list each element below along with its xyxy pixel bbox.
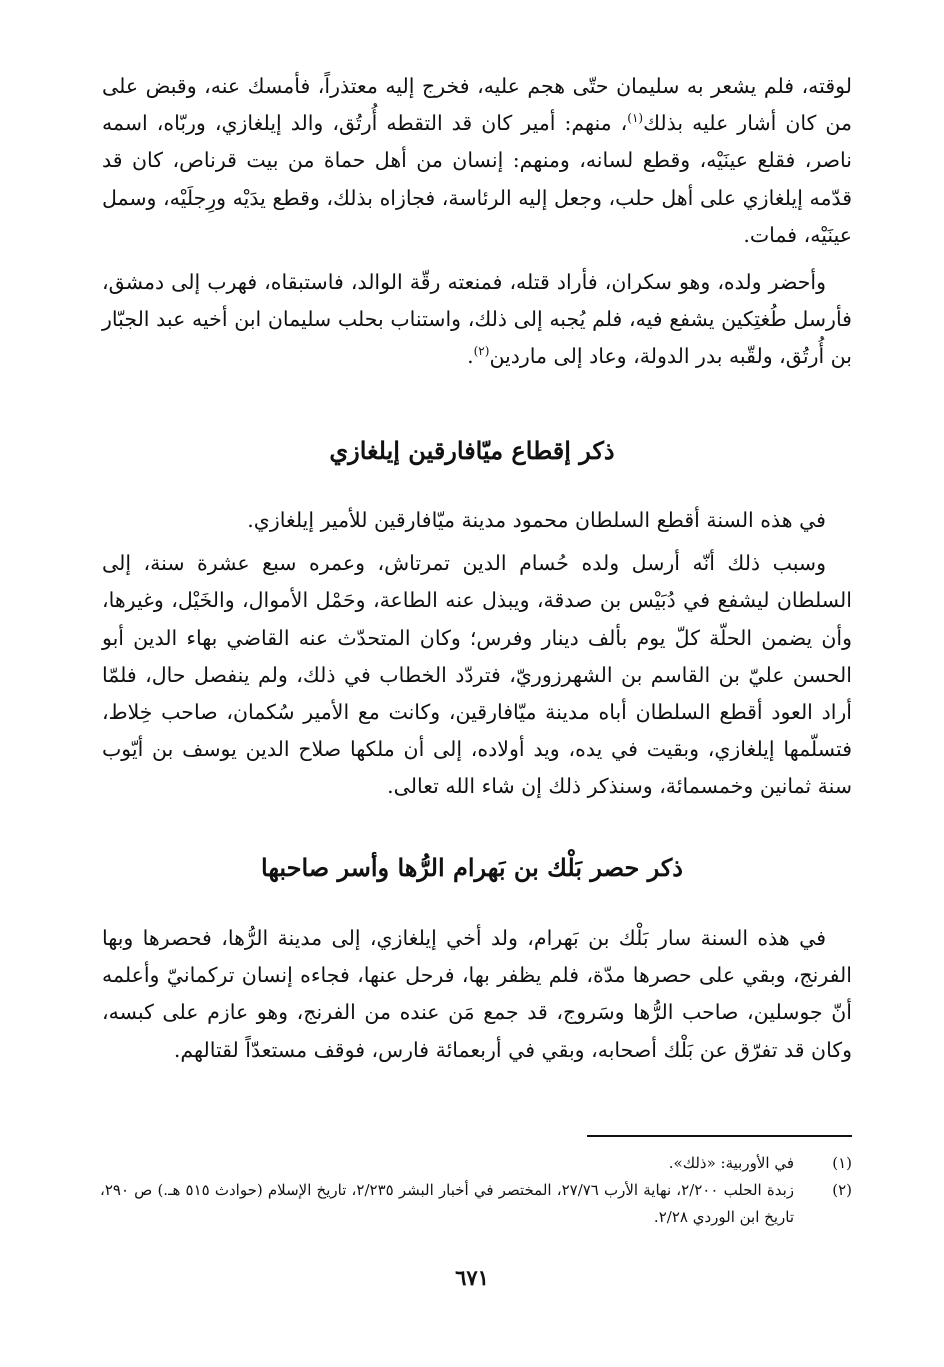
paragraph: وأحضر ولده، وهو سكران، فأراد قتله، فمنعته رقّة الوالد، فاستبقاه، فهرب إلى دمشق، فأرسل طُغتِكين يشفع فيه، فلم يُجبه إلى ذلك، واستناب بحلب سليمان ابن أخيه عبد الجبّار بن أُرتُق، ولقّبه بدر الدولة، وعاد إلى ماردين$^{(٢)}$. xyxy=(102,270,852,369)
footnote xyxy=(100,1177,852,1231)
footnote-text: زبدة الحلب ٢/٢٠٠، نهاية الأرب ٢٧/٧٦، المختصر في أخبار البشر ٢/٢٣٥، تاريخ الإسلام (حوادث ٥١٥ هـ.) ص ٢٩٠، تاريخ ابن الوردي ٢/٢٨. xyxy=(100,1181,794,1226)
section-text-block xyxy=(102,920,852,1069)
page-number: ٦٧١ xyxy=(455,1265,489,1290)
section-text-block xyxy=(102,502,852,806)
section-heading: ذكر إقطاع ميّافارقين إيلغازي xyxy=(329,436,615,465)
paragraph: في هذه السنة أقطع السلطان محمود مدينة ميّافارقين للأمير إيلغازي. xyxy=(247,508,826,532)
paragraph: لوقته، فلم يشعر به سليمان حتّى هجم عليه، فخرج إليه معتذراً، فأمسك عنه، وقبض على من كان أشار عليه بذلك$^{(١)}$، منهم: أمير كان قد التقطه أُرتُق، والد إيلغازي، وربّاه، اسمه ناصر، فقلع عينَيْه، وقطع لسانه، ومنهم: إنسان من أهل حماة من بيت قرناص، كان قد قدّمه إيلغازي على أهل حلب، وجعل إليه الرئاسة، فجازاه بذلك، وقطع يدَيْه ورِجلَيْه، وسمل عينَيْه، فمات. xyxy=(102,74,852,247)
footnote-number: (١) xyxy=(832,1154,852,1172)
footnote-text: في الأوربية: «ذلك». xyxy=(668,1154,794,1172)
paragraph: وسبب ذلك أنّه أرسل ولده حُسام الدين تمرتاش، وعمره سبع عشرة سنة، إلى السلطان ليشفع في دُبَيْس بن صدقة، ويبذل عنه الطاعة، وحَمْل الأموال، والخَيْل، وغيرها، وأن يضمن الحلّة كلّ يوم بألف دينار وفرس؛ وكان المتحدّث عنه القاضي بهاء الدين أبو الحسن عليّ بن القاسم بن الشهرزوريّ، فتردّد الخطاب في ذلك، ولم ينفصل حال، فلمّا أراد العود أقطع السلطان أباه مدينة ميّافارقين، وكانت مع الأمير سُكمان، صاحب خِلاط، فتسلّمها إيلغازي، وبقيت في يده، ويد أولاده، إلى أن ملكها صلاح الدين يوسف بن أيّوب سنة ثمانين وخمسمائة، وسنذكر ذلك إن شاء الله تعالى. xyxy=(102,551,852,799)
footnotes xyxy=(100,1150,852,1231)
section-heading: ذكر حصر بَلْك بن بَهرام الرُّها وأسر صاحبها xyxy=(261,853,683,882)
footnote-marker: (١) xyxy=(627,111,644,126)
footnote xyxy=(100,1150,852,1177)
opening-text-block xyxy=(102,68,852,376)
paragraph: في هذه السنة سار بَلْك بن بَهرام، ولد أخي إيلغازي، إلى مدينة الرُّها، فحصرها وبها الفرنج، وبقي على حصرها مدّة، فلم يظفر بها، فرحل عنها، فجاءه إنسان تركمانيّ وأعلمه أنّ جوسلين، صاحب الرُّها وسَروج، قد جمع مَن عنده من الفرنج، وهو عازم على كبسه، وكان قد تفرّق عن بَلْك أصحابه، وبقي في أربعمائة فارس، فوقف مستعدّاً لقتالهم. xyxy=(102,926,852,1062)
footnote-number: (٢) xyxy=(832,1181,852,1199)
footnote-marker: (٢) xyxy=(473,344,490,359)
footnote-separator xyxy=(587,1135,852,1137)
